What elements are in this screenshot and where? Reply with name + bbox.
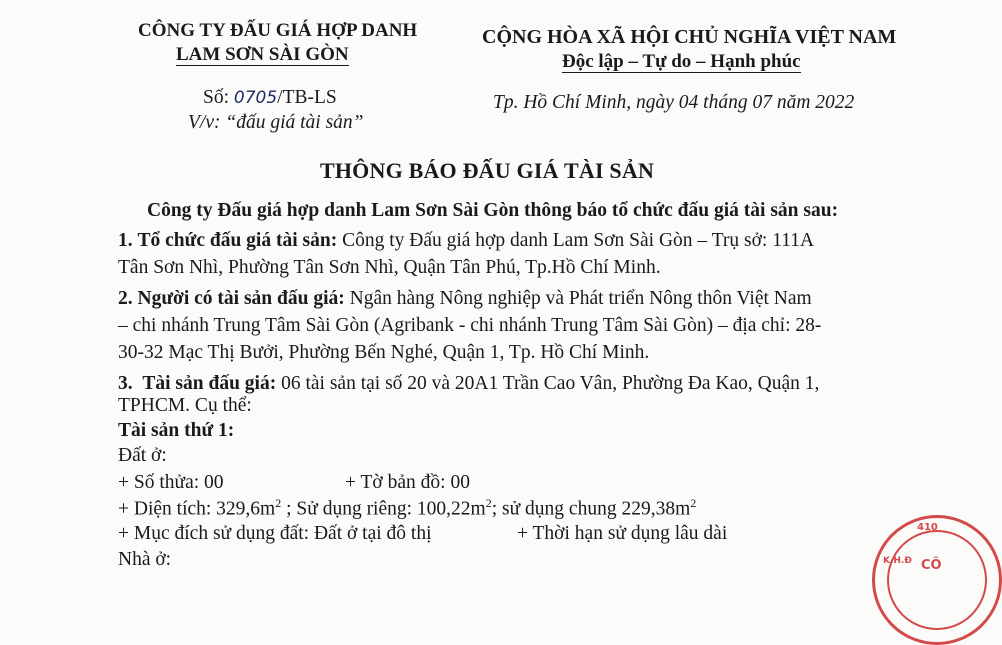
asset-1-duration: + Thời hạn sử dụng lâu dài xyxy=(517,523,728,544)
item-3-label: Tài sản đấu giá: xyxy=(142,373,277,394)
doc-number xyxy=(203,87,337,109)
sup-2-c: 2 xyxy=(690,496,697,510)
asset-1-land-label: Đất ở: xyxy=(118,445,167,466)
asset-1-parcel: + Số thửa: 00 xyxy=(118,472,224,493)
asset-1-map-sheet: + Tờ bản đồ: 00 xyxy=(345,472,470,493)
doc-subject: V/v: “đấu giá tài sản” xyxy=(188,112,364,133)
document-title: THÔNG BÁO ĐẤU GIÁ TÀI SẢN xyxy=(320,158,655,183)
item-2-line1 xyxy=(118,288,812,310)
doc-number-label: Số: xyxy=(203,87,230,108)
item-1-line1 xyxy=(118,230,814,252)
item-1-label: Tổ chức đấu giá tài sản: xyxy=(137,230,338,251)
doc-number-suffix: /TB-LS xyxy=(277,87,337,108)
item-3-number: 3. xyxy=(118,373,133,394)
seal-text-left: K.H.Đ xyxy=(883,556,912,566)
item-3-line2: TPHCM. Cụ thể: xyxy=(118,395,252,416)
company-name-line2: LAM SƠN SÀI GÒN xyxy=(176,44,349,65)
sup-2-a: 2 xyxy=(275,496,282,510)
item-2-number: 2. xyxy=(118,288,133,309)
item-1-line2: Tân Sơn Nhì, Phường Tân Sơn Nhì, Quận Tân Phú, Tp.Hồ Chí Minh. xyxy=(118,257,661,278)
intro-text: Công ty Đấu giá hợp danh Lam Sơn Sài Gòn thông báo tổ chức đấu giá tài sản sau: xyxy=(147,200,839,221)
asset-1-area xyxy=(118,496,696,521)
nation-title: CỘNG HÒA XÃ HỘI CHỦ NGHĨA VIỆT NAM xyxy=(482,26,897,48)
asset-1-area-private: ; Sử dụng riêng: 100,22m xyxy=(281,498,486,520)
item-2-line2: – chi nhánh Trung Tâm Sài Gòn (Agribank - chi nhánh Trung Tâm Sài Gòn) – địa chỉ: 28- xyxy=(118,315,822,336)
asset-1-heading: Tài sản thứ 1: xyxy=(118,420,235,441)
asset-1-purpose: + Mục đích sử dụng đất: Đất ở tại đô thị xyxy=(118,523,432,544)
nation-motto: Độc lập – Tự do – Hạnh phúc xyxy=(562,51,801,72)
item-2-label: Người có tài sản đấu giá: xyxy=(137,288,345,309)
item-1-number: 1. xyxy=(118,230,133,251)
company-seal-stamp xyxy=(872,515,1002,645)
place-date: Tp. Hồ Chí Minh, ngày 04 tháng 07 năm 2022 xyxy=(493,92,855,113)
asset-1-area-total: + Diện tích: 329,6m xyxy=(118,498,276,520)
seal-text-top: 410 xyxy=(917,522,938,533)
company-name-line1: CÔNG TY ĐẤU GIÁ HỢP DANH xyxy=(138,20,418,41)
item-2-text-a: Ngân hàng Nông nghiệp và Phát triển Nông thôn Việt Nam xyxy=(344,288,812,309)
sup-2-b: 2 xyxy=(485,496,492,510)
seal-inner-ring xyxy=(887,530,987,630)
doc-number-handwritten: 0705 xyxy=(233,88,278,108)
item-3-text-a: 06 tài sản tại số 20 và 20A1 Trần Cao Vân, Phường Đa Kao, Quận 1, xyxy=(276,373,820,394)
item-2-line3: 30-32 Mạc Thị Bưởi, Phường Bến Nghé, Quận 1, Tp. Hồ Chí Minh. xyxy=(118,342,650,363)
asset-1-house-label: Nhà ở: xyxy=(118,549,172,570)
item-3-line1 xyxy=(118,373,819,395)
seal-text-inner: CÔ xyxy=(921,558,942,573)
asset-1-area-shared: ; sử dụng chung 229,38m xyxy=(491,498,691,520)
item-1-text-a: Công ty Đấu giá hợp danh Lam Sơn Sài Gòn – Trụ sở: 111A xyxy=(337,230,815,251)
